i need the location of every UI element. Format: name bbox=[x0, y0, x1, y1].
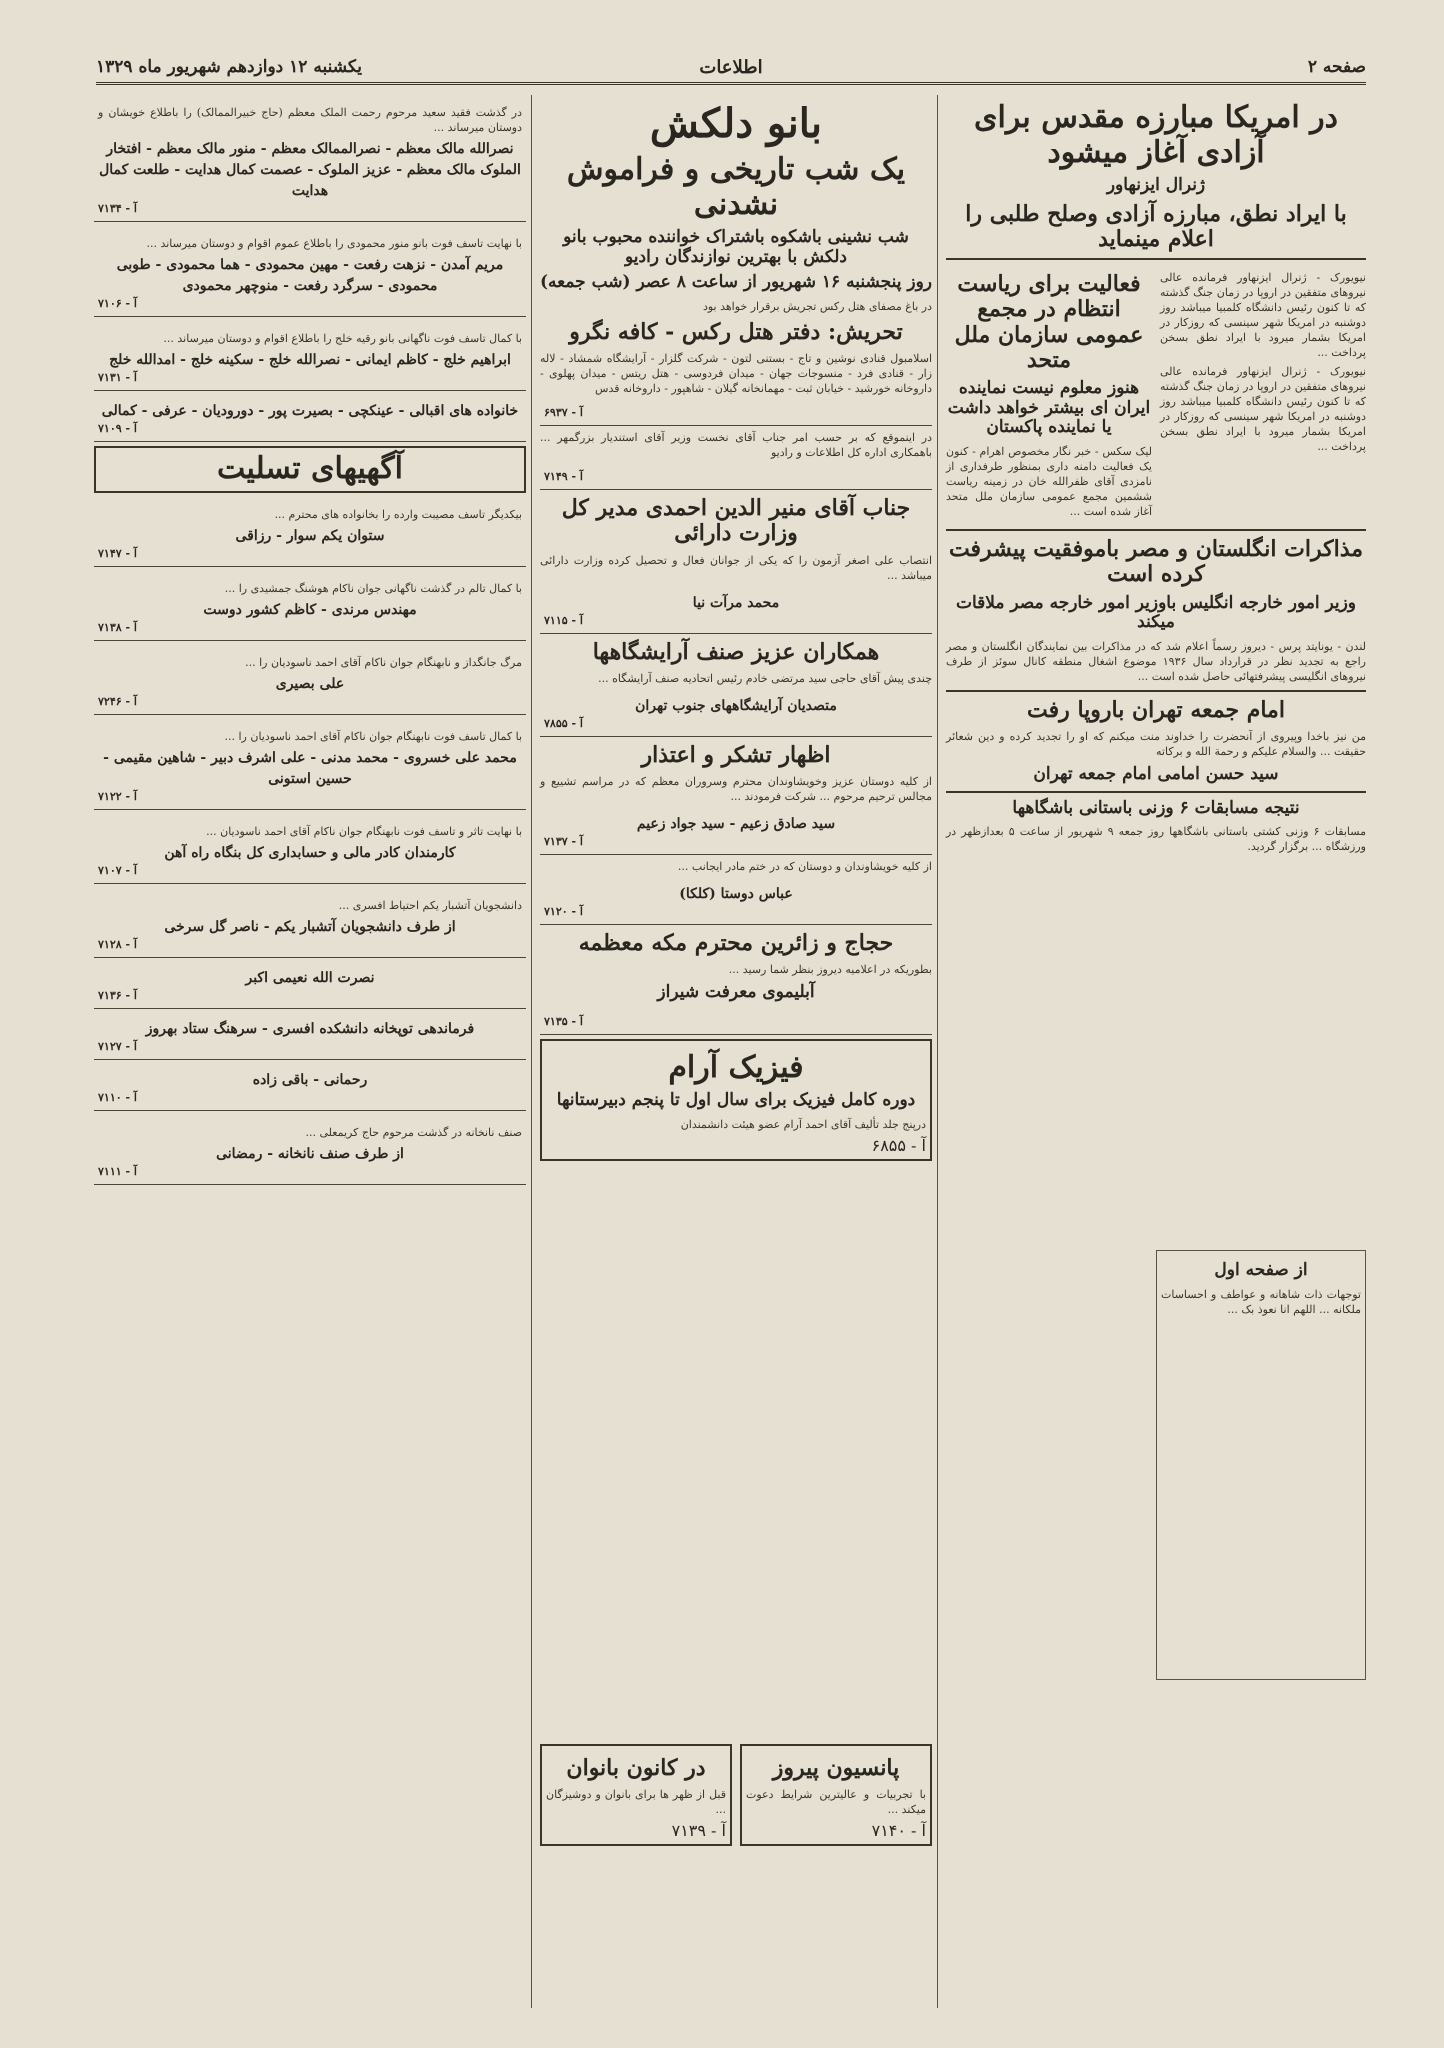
article-egypt-headline: مذاکرات انگلستان و مصر باموفقیت پیشرفت کرده است bbox=[948, 535, 1364, 588]
notices-column bbox=[94, 95, 526, 2008]
notice-8: با کمال تاسف فوت نابهنگام جوان ناکام آقای احمد ناسودیان را ... محمد علی خسروی - محمد مدنی - علی اشرف دبیر - شاهین مقیمی - حسین استونی آ - ۷۱۲۲ bbox=[94, 719, 526, 810]
lead-body-continued: نیویورک - ژنرال ایزنهاور فرمانده عالی نیروهای متفقین در اروپا در زمان جنگ گذشته که تا کنون رئیس دانشگاه کلمبیا میباشد روز دوشنبه در امریکا شهر سینسی که روزکار در امریکا بشمار میرود با ایراد نطق بسخن پرداخت ... bbox=[1160, 365, 1366, 454]
notice-14: صنف نانخانه در گذشت مرحوم حاج کریمعلی ... از طرف صنف نانخانه - رمضانی آ - ۷۱۱۱ bbox=[94, 1115, 526, 1185]
finance-headline: جناب آقای منیر الدین احمدی مدیر کل وزارت دارائی bbox=[561, 494, 911, 547]
date-line: یکشنبه ۱۲ دوازدهم شهریور ماه ۱۳۲۹ bbox=[96, 57, 362, 77]
sports-headline: نتیجه مسابقات ۶ وزنی باستانی باشگاهها bbox=[1012, 797, 1300, 818]
ad-code: آ - ۷۱۳۵ bbox=[540, 1009, 932, 1035]
masthead bbox=[96, 52, 1366, 85]
gratitude-body: از کلیه دوستان عزیز وخویشاوندان محترم وسروران معظم که در مراسم تشییع و مجالس ترحیم مرحوم ... شرکت فرمودند ... bbox=[540, 775, 932, 804]
notice-1: در گذشت فقید سعید مرحوم رحمت الملک معظم (حاج خبیرالممالک) را باطلاع خویشان و دوستان میرساند ... نصرالله مالک معظم - نصرالممالک معظم - منور مالک معظم - افتخار الملوک مالک معظم - عزیز الملوک - عصمت کمال هدایت - طلعت کمال هدایت آ - ۷۱۳۴ bbox=[94, 95, 526, 222]
physics-ad bbox=[540, 1039, 932, 1161]
notice-2: با نهایت تاسف فوت بانو منور محمودی را باطلاع عموم اقوام و دوستان میرساند ... مریم آمدن - نزهت رفعت - مهین محمودی - هما محمودی - طوبی محمودی - سرگرد رفعت - منوچهر محمودی آ - ۷۱۰۶ bbox=[94, 226, 526, 317]
thanks2-body: از کلیه خویشاوندان و دوستان که در ختم مادر ایجانب ... bbox=[677, 860, 932, 874]
delkash-date: روز پنجشنبه ۱۶ شهریور از ساعت ۸ عصر (شب جمعه) bbox=[539, 272, 932, 293]
notice-10: دانشجویان آتشبار یکم احتیاط افسری ... از طرف دانشجویان آتشبار یکم - ناصر گل سرخی آ - ۷۱۲۸ bbox=[94, 888, 526, 958]
physics-headline: فیزیک آرام bbox=[668, 1049, 804, 1085]
main-headline: در امریکا مبارزه مقدس برای آزادی آغاز میشود bbox=[974, 100, 1338, 170]
lead-body: نیویورک - ژنرال ایزنهاور فرمانده عالی نیروهای متفقین در اروپا در زمان جنگ گذشته که تا کنون رئیس دانشگاه کلمبیا میباشد روز دوشنبه در امریکا شهر سینسی که روزکار در امریکا بشمار میرود با ایراد نطق بسخن پرداخت ... bbox=[1160, 271, 1366, 360]
notice-12: فرماندهی توپخانه دانشکده افسری - سرهنگ ستاد بهروز آ - ۷۱۲۷ bbox=[94, 1013, 526, 1060]
barbers-signature: متصدیان آرایشگاههای جنوب تهران آ - ۷۸۵۵ bbox=[540, 690, 932, 737]
barbers-headline: همکاران عزیز صنف آرایشگاهها bbox=[592, 638, 880, 665]
article-un-subhead: هنوز معلوم نیست نماینده ایران ای بیشتر خواهد داشت یا نماینده پاکستان bbox=[947, 378, 1151, 438]
main-subhead-1: ژنرال ایزنهاور bbox=[1106, 175, 1206, 195]
condolence-section-headline: آگهیهای تسلیت bbox=[94, 446, 526, 493]
delkash-lead: شب نشینی باشکوه باشتراک خواننده محبوب بانو دلکش با بهترین نوازندگان رادیو bbox=[563, 227, 909, 267]
divider bbox=[946, 791, 1366, 793]
notice-4: خانواده های اقبالی - عینکچی - بصیرت پور - دورودیان - عرفی - کمالی آ - ۷۱۰۹ bbox=[94, 395, 526, 442]
delkash-venue: در باغ مصفای هتل رکس تجریش برقرار خواهد بود bbox=[702, 299, 932, 313]
divider bbox=[946, 529, 1366, 531]
physics-code: آ - ۶۸۵۵ bbox=[871, 1136, 926, 1156]
article-egypt-body: لندن - یونایتد پرس - دیروز رسماً اعلام شد که در مذاکرات بین نمایندگان انگلستان و مصر راجع به تجدید نظر در قرارداد سال ۱۹۳۶ موضوع اشغال منطقه کانال سوئز از طرف نیروهای انگلیسی پیشرفتهائی حاصل شده است ... bbox=[946, 639, 1366, 683]
article-un-headline: فعالیت برای ریاست انتظام در مجمع عمومی سازمان ملل متحد bbox=[954, 271, 1144, 374]
notice-5: بیکدیگر تاسف مصیبت وارده را بخانواده های محترم ... ستوان یکم سوار - رزاقی آ - ۷۱۴۷ bbox=[94, 497, 526, 567]
continuation-box bbox=[1156, 1250, 1366, 1680]
article-imam-signature: سید حسن امامی امام جمعه تهران bbox=[1033, 763, 1279, 784]
delkash-places: اسلامبول قنادی نوشین و تاج - بستنی لتون - شرکت گلزار - آرایشگاه شمشاد - لاله زار - قنادی فرد - منسوجات جهان - میدان فردوسی - هتل ریتس - میدان پهلوی - داروخانه خورشید - خیابان ثبت - مهمانخانه گیلان - شاهپور - داروخانه قدس bbox=[540, 351, 932, 395]
main-subhead-2: با ایراد نطق، مبارزه آزادی وصلح طلبی را اعلام مینماید bbox=[965, 200, 1347, 252]
delkash-headline: بانو دلکش bbox=[649, 100, 823, 147]
divider bbox=[946, 258, 1366, 260]
lime-juice-headline: آبلیموی معرفت شیراز bbox=[657, 982, 815, 1003]
article-egypt-subhead: وزیر امور خارجه انگلیس باوزیر امور خارجه مصر ملاقات میکند bbox=[955, 592, 1357, 633]
continuation-body: توجهات ذات شاهانه و عواطف و احساسات ملکانه ... اللهم انا نعوذ بک ... bbox=[1161, 1287, 1361, 1316]
notice-3: با کمال تاسف فوت ناگهانی بانو رقیه خلج را باطلاع اقوام و دوستان میرساند ... ابراهیم خلج - کاظم ایمانی - نصرالله خلج - سکینه خلج - امدالله خلج آ - ۷۱۳۱ bbox=[94, 321, 526, 391]
notice-6: با کمال تالم در گذشت ناگهانی جوان ناکام هوشنگ جمشیدی را ... مهندس مرندی - کاظم کشور دوست آ - ۷۱۳۸ bbox=[94, 571, 526, 641]
gratitude-headline: اظهار تشکر و اعتذار bbox=[641, 741, 831, 768]
news-two-col bbox=[946, 266, 1366, 523]
notice-13: رحمانی - باقی زاده آ - ۷۱۱۰ bbox=[94, 1064, 526, 1111]
ads-column bbox=[531, 95, 932, 2008]
sports-body: مسابقات ۶ وزنی کشتی باستانی باشگاهها روز جمعه ۹ شهریور از ساعت ۵ بعدازظهر در ورزشگاه ... برگزار گردید. bbox=[946, 825, 1366, 854]
ad-code: آ - ۶۹۳۷ bbox=[540, 400, 932, 426]
delkash-ticket-line: تحریش: دفتر هتل رکس - کافه نگرو bbox=[569, 318, 903, 345]
gratitude-signature: سید صادق زعیم - سید جواد زعیم آ - ۷۱۳۷ bbox=[540, 808, 932, 855]
thanks2-signature: عباس دوستا (کلکا) آ - ۷۱۲۰ bbox=[540, 878, 932, 925]
finance-signature: محمد مرآت نیا آ - ۷۱۱۵ bbox=[540, 587, 932, 634]
bottom-small-ads bbox=[540, 1740, 932, 2000]
news-column bbox=[937, 95, 1366, 2008]
notice-11: نصرت الله نعیمی اکبر آ - ۷۱۳۶ bbox=[94, 962, 526, 1009]
notice-7: مرگ جانگداز و نابهنگام جوان ناکام آقای احمد ناسودیان را ... علی بصیری آ - ۷۲۴۶ bbox=[94, 645, 526, 715]
physics-subhead: دوره کامل فیزیک برای سال اول تا پنجم دبیرستانها bbox=[556, 1090, 916, 1111]
barbers-body: چندی پیش آقای حاجی سید مرتضی خادم رئیس اتحادیه صنف آرایشگاه ... bbox=[598, 671, 932, 685]
divider bbox=[946, 690, 1366, 692]
ad-code: آ - ۷۱۴۹ bbox=[540, 464, 932, 490]
article-imam-headline: امام جمعه تهران باروپا رفت bbox=[1027, 696, 1285, 723]
thanks-body: در اینموقع که بر حسب امر جناب آقای نخست وزیر آقای استندیار بزرگمهر ... باهمکاری اداره کل اطلاعات و رادیو bbox=[540, 430, 932, 459]
pansion-ad: پانسیون پیروز با تجربیات و عالیترین شرایط دعوت میکند ... آ - ۷۱۴۰ bbox=[740, 1744, 932, 1846]
women-center-ad: در کانون بانوان قبل از ظهر ها برای بانوان و دوشیزگان ... آ - ۷۱۳۹ bbox=[540, 1744, 732, 1846]
article-un-body: لیک سکس - خبر نگار مخصوص اهرام - کنون یک فعالیت دامنه داری بمنظور طرفداری از نامزدی آقای ظفرالله خان در زمینه ریاست ششمین مجمع عمومی سازمان ملل متحد آغاز شده است ... bbox=[946, 444, 1152, 518]
physics-body: درپنج جلد تألیف آقای احمد آرام عضو هیئت دانشمندان bbox=[680, 1118, 926, 1132]
finance-body: انتصاب علی اصغر آزمون را که یکی از جوانان فعال و تحصیل کرده وزارت دارائی میباشد ... bbox=[540, 553, 932, 582]
page-label: صفحه ۲ bbox=[1307, 57, 1366, 77]
pilgrims-headline: حجاج و زائرین محترم مکه معظمه bbox=[578, 930, 894, 957]
pilgrims-body: بطوریکه در اعلامیه دیروز بنظر شما رسید ... bbox=[728, 963, 932, 977]
continuation-title: از صفحه اول bbox=[1214, 1260, 1308, 1280]
delkash-subheadline: یک شب تاریخی و فراموش نشدنی bbox=[566, 152, 906, 222]
article-imam-body: من نیز باخدا وپیروی از آنحضرت را خداوند منت میکنم که او را تجدید کرده و دین شعائر حقیقت ... والسلام علیکم و رحمة الله و برکاته bbox=[946, 729, 1366, 758]
paper-name: اطلاعات bbox=[699, 56, 763, 78]
notice-9: با نهایت تاثر و تاسف فوت نابهنگام جوان ناکام آقای احمد ناسودیان ... کارمندان کادر مالی و حسابداری کل بنگاه راه آهن آ - ۷۱۰۷ bbox=[94, 814, 526, 884]
